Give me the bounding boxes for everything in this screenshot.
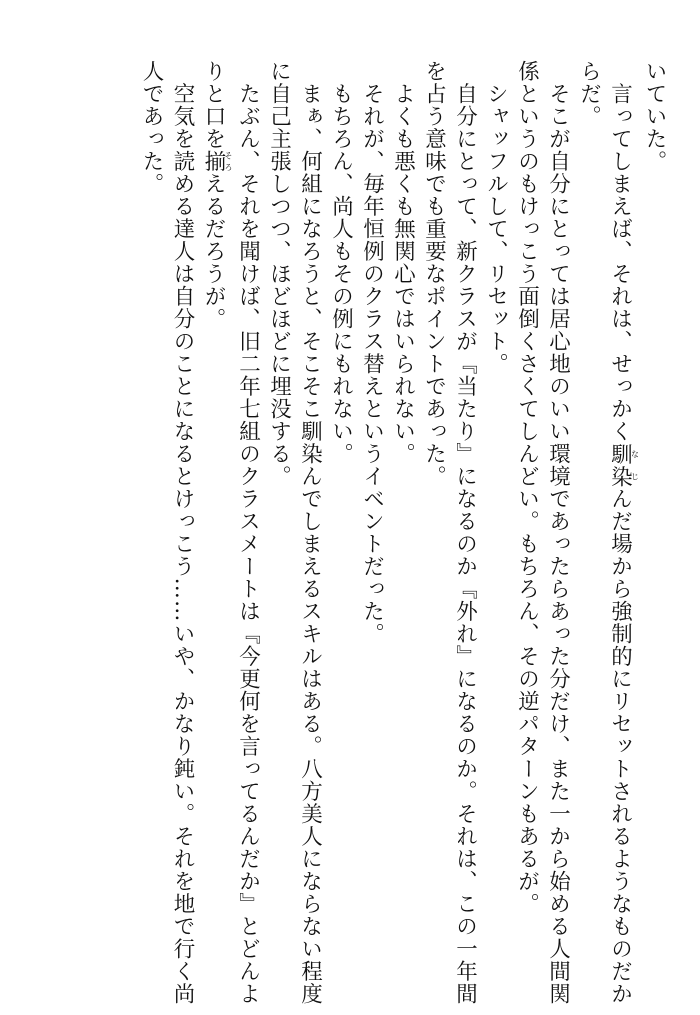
text-line: それが、毎年恒例のクラス替えというイベントだった。: [359, 60, 385, 645]
text-line: よくも悪くも無関心ではいられない。: [390, 60, 416, 465]
ruby-base: 馴染: [607, 442, 633, 488]
text-line: シャッフルして、リセット。: [483, 60, 509, 375]
text-line: そこが自分にとっては居心地のいい環境であったらあった分だけ、また一から始める人間関: [545, 60, 571, 1005]
text-line: もちろん、尚人もその例にもれない。: [328, 60, 354, 465]
text-segment: えるだろうが。: [201, 172, 226, 330]
text-line: たぶん、それを聞けば、旧二年七組のクラスメートは『今更何を言ってるんだか』とどんよ: [235, 60, 261, 1005]
text-line: 人であった。: [139, 60, 164, 195]
text-segment: んだ場から強制的にリセットされるようなものだか: [607, 487, 633, 1005]
text-line: 自分にとって、新クラスが『当たり』になるのか『外れ』になるのか。それは、この一年間: [452, 60, 478, 1005]
text-line: [605, 60, 640, 1005]
text-line: らだ。: [576, 60, 602, 128]
vertical-text-body: [136, 60, 670, 1005]
text-segment: 言ってしまえば、それは、せっかく: [607, 60, 633, 443]
ruby-najimu: [607, 442, 640, 488]
text-line: [198, 60, 233, 960]
ruby-base: 揃: [201, 150, 226, 173]
ruby-soroe: [201, 150, 233, 173]
text-segment: りと口を: [201, 60, 226, 150]
ruby-reading: そろ: [224, 150, 233, 173]
text-line: に自己主張しつつ、ほどほどに埋没する。: [266, 60, 292, 488]
text-line: まぁ、何組になろうと、そこそこ馴染んでしまえるスキルはある。八方美人にならない程度: [297, 60, 323, 1005]
ruby-reading: なじ: [630, 442, 640, 488]
text-line: を占う意味でも重要なポイントであった。: [421, 60, 447, 488]
text-line: 空気を読める達人は自分のことになるとけっこう……いや、かなり鈍い。それを地で行く尚: [170, 60, 195, 1005]
text-line: 係というのもけっこう面倒くさくてしんどい。もちろん、その逆パターンもあるが。: [514, 60, 540, 915]
text-line: いていた。: [642, 60, 667, 173]
